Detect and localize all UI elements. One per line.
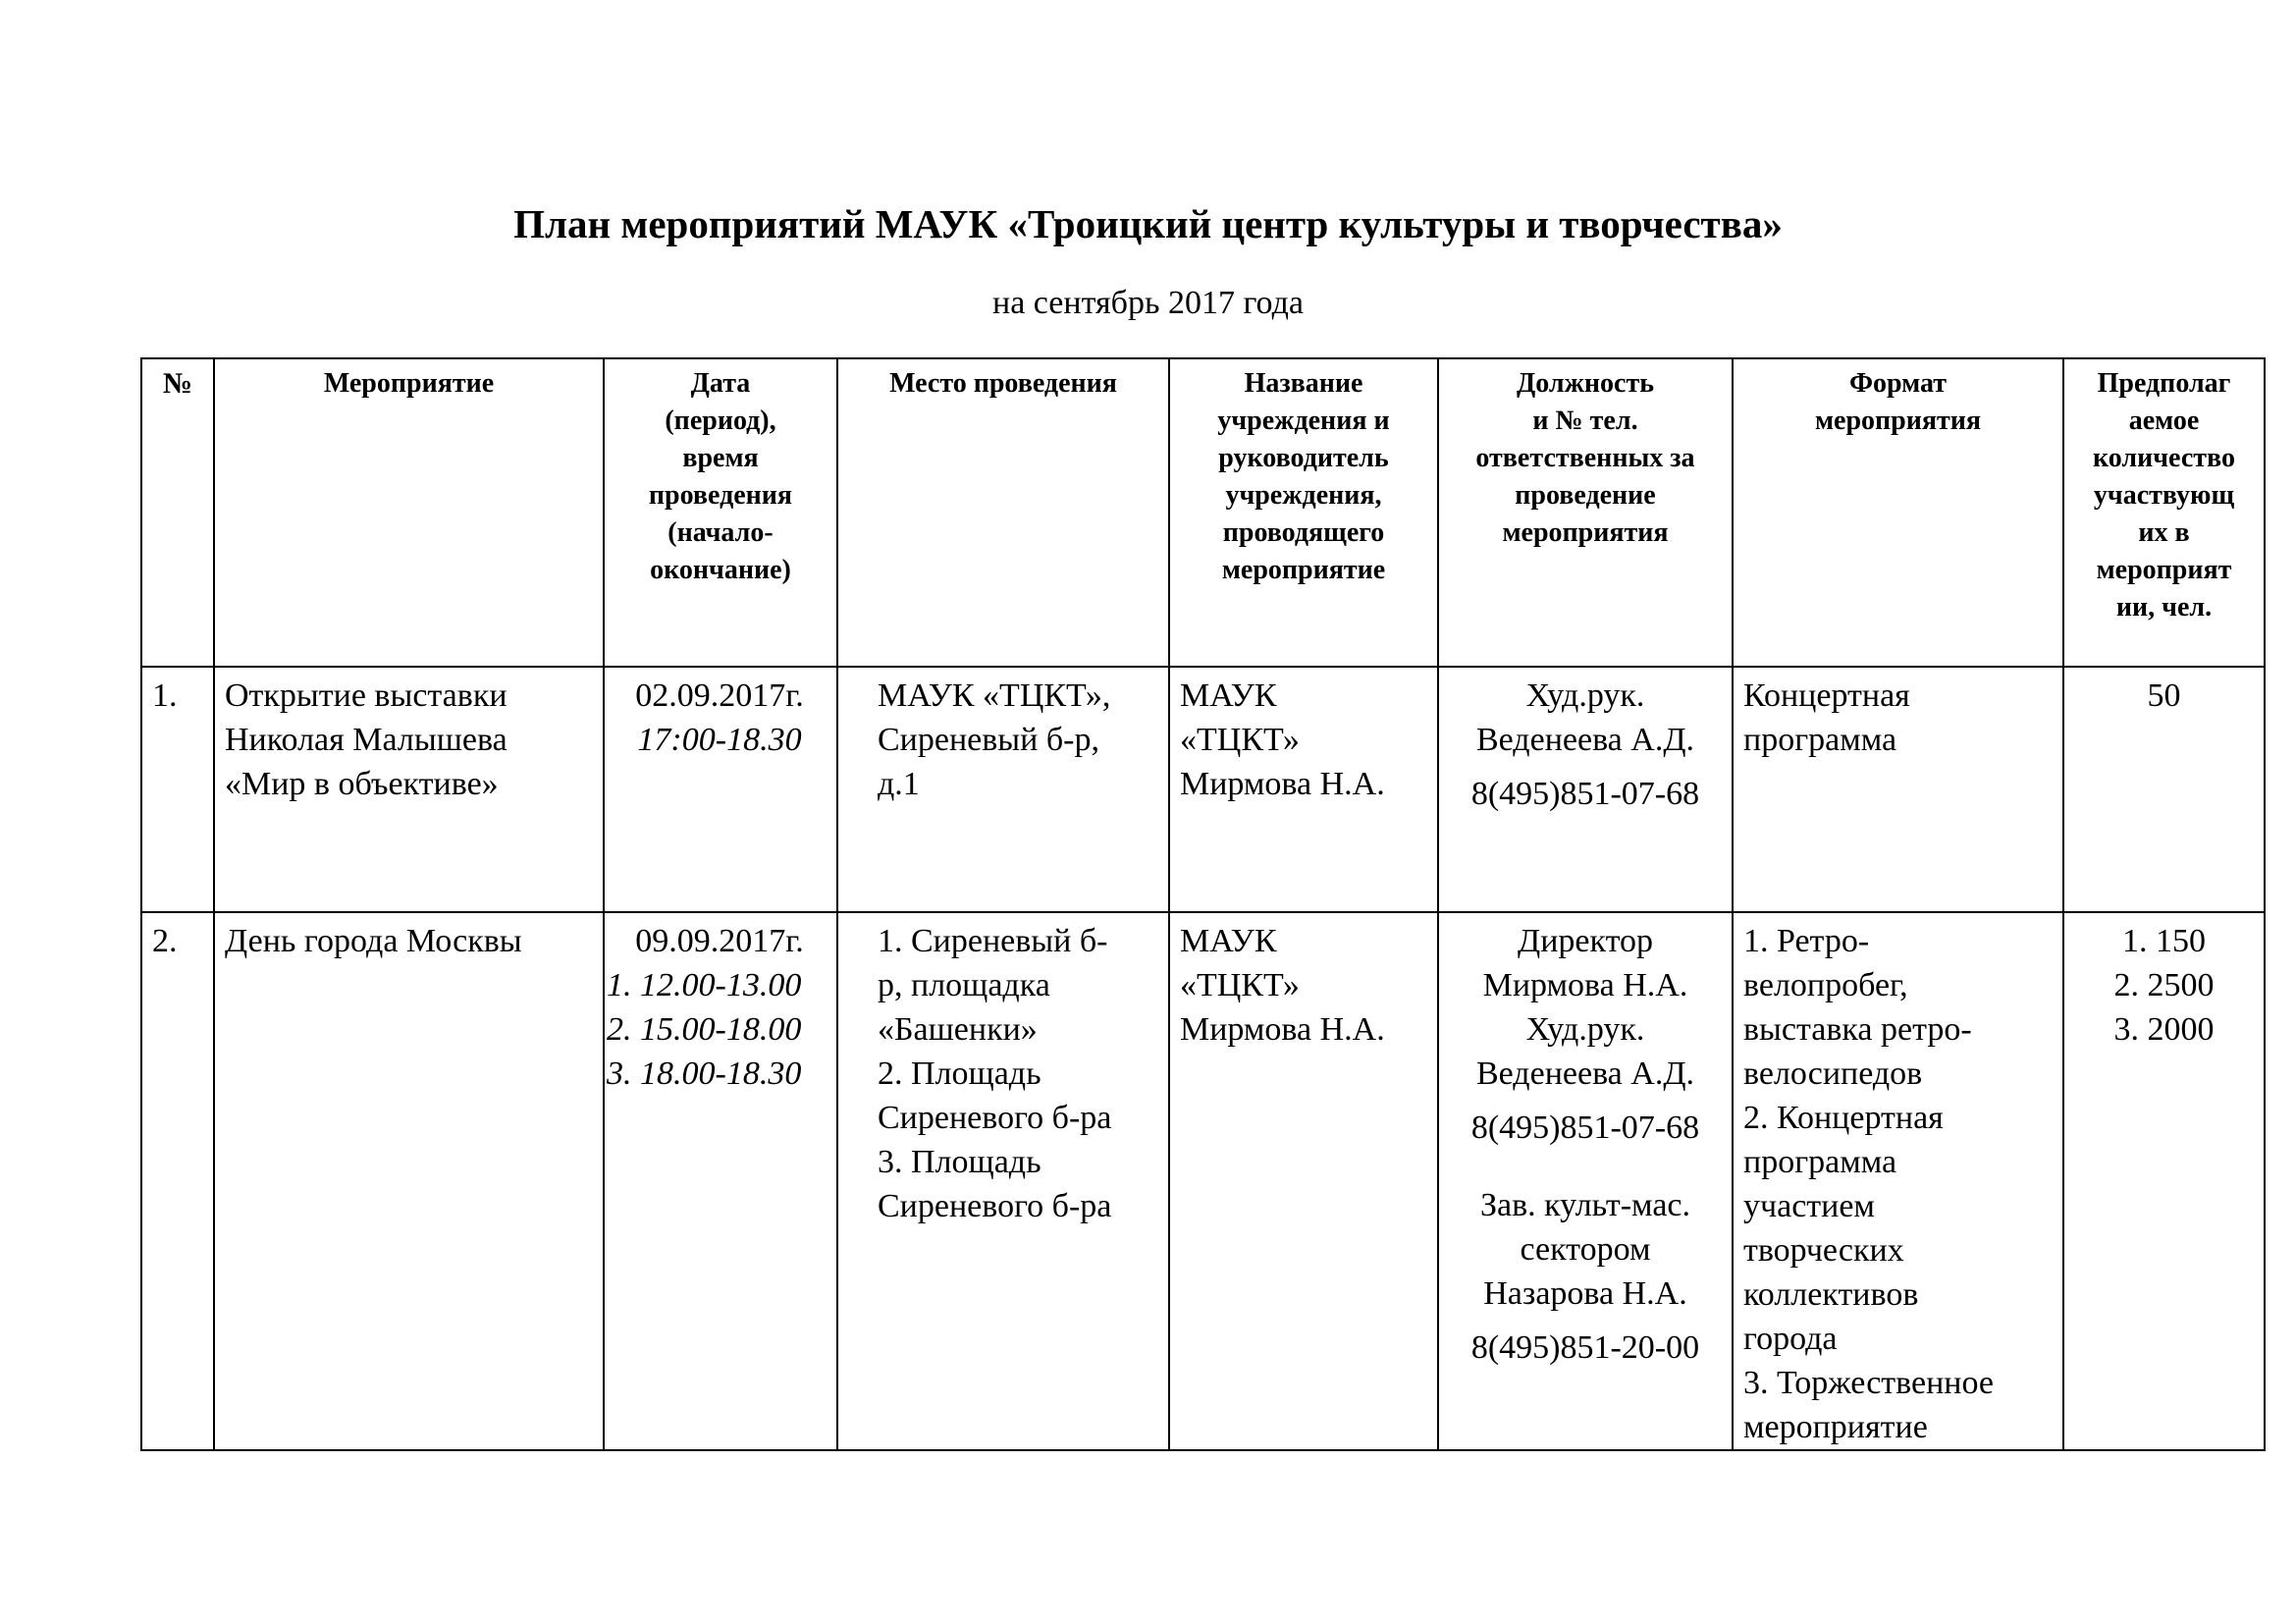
format-line: Концертная [1743, 677, 1910, 714]
org-line: МАУК [1180, 923, 1277, 959]
header-place: Место проведения [837, 358, 1169, 667]
place-line: 2. Площадь [878, 1056, 1041, 1092]
count-line: 2. 2500 [2113, 967, 2215, 1003]
responsible-line: Худ.рук. [1525, 677, 1645, 714]
event-line: Открытие выставки [225, 677, 507, 714]
format-line: велопробег, [1743, 967, 1908, 1003]
table-row [141, 667, 2265, 912]
format-line: велосипедов [1743, 1056, 1923, 1092]
header-date-line: (период), [665, 406, 776, 436]
header-organization [1169, 358, 1438, 667]
header-format-line: Формат [1848, 368, 1948, 399]
format-line: участием [1743, 1188, 1875, 1224]
header-number: № [141, 358, 214, 667]
event-time: 2. 15.00-18.00 [607, 1011, 802, 1048]
header-count-line: ии, чел. [2115, 592, 2213, 623]
table-header-row [141, 358, 2265, 667]
row-event [214, 912, 604, 1450]
org-line: «ТЦКТ» [1180, 722, 1300, 758]
place-line: «Башенки» [878, 1011, 1038, 1048]
header-count-line: Предполаг [2097, 368, 2231, 399]
format-line: мероприятие [1743, 1409, 1928, 1445]
header-org-line: мероприятие [1221, 555, 1386, 585]
responsible-phone: 8(495)851-07-68 [1470, 1110, 1700, 1146]
place-line: Сиреневый б-р, [878, 722, 1099, 758]
format-line: творческих [1743, 1232, 1904, 1269]
header-count-line: аемое [2128, 406, 2200, 436]
header-org-line: проводящего [1222, 517, 1385, 548]
place-line: Сиреневого б-ра [878, 1188, 1112, 1224]
format-line: выставка ретро- [1743, 1011, 1972, 1048]
place-line: р, площадка [878, 967, 1050, 1003]
responsible-line: Веденеева А.Д. [1475, 1056, 1695, 1092]
row-format [1733, 667, 2063, 912]
place-line: 3. Площадь [878, 1144, 1041, 1180]
header-date-line: Дата [690, 368, 751, 399]
event-time: 3. 18.00-18.30 [607, 1056, 802, 1092]
place-line: МАУК «ТЦКТ», [878, 677, 1111, 714]
header-date-line: (начало- [667, 517, 774, 548]
responsible-line: Директор [1518, 923, 1653, 959]
format-line: программа [1743, 722, 1897, 758]
event-time: 17:00-18.30 [637, 722, 802, 758]
header-org-line: руководитель [1218, 443, 1389, 473]
event-line: День города Москвы [225, 923, 522, 959]
count-line: 3. 2000 [2113, 1011, 2215, 1048]
responsible-line: Веденеева А.Д. [1475, 722, 1695, 758]
count-line: 1. 150 [2122, 923, 2206, 959]
header-format-line: мероприятия [1814, 406, 1982, 436]
row-number: 2. [141, 912, 214, 1450]
header-org-line: учреждения, [1225, 480, 1382, 511]
header-org-line: учреждения и [1217, 406, 1390, 436]
events-table [140, 357, 2266, 1451]
header-responsible-line: проведение [1515, 480, 1656, 511]
header-responsible-line: ответственных за [1475, 443, 1695, 473]
responsible-line: сектором [1520, 1231, 1651, 1268]
header-responsible-line: мероприятия [1502, 517, 1669, 548]
row-organization [1169, 912, 1438, 1450]
header-count-line: их в [2138, 517, 2190, 548]
header-responsible-line: и № тел. [1532, 406, 1638, 436]
format-line: программа [1743, 1144, 1897, 1180]
format-line: 3. Торжественное [1743, 1365, 1994, 1401]
format-line: коллективов [1743, 1276, 1919, 1313]
org-line: Мирмова Н.А. [1180, 766, 1385, 802]
row-count [2063, 667, 2265, 912]
place-line: Сиреневого б-ра [878, 1100, 1112, 1136]
event-time: 1. 12.00-13.00 [607, 967, 802, 1003]
responsible-line: Мирмова Н.А. [1482, 967, 1688, 1003]
row-place [837, 912, 1169, 1450]
row-date [604, 667, 837, 912]
place-line: 1. Сиреневый б- [878, 923, 1108, 959]
header-responsible-line: Должность [1516, 368, 1655, 399]
event-date: 02.09.2017г. [635, 677, 804, 714]
format-line: 1. Ретро- [1743, 923, 1870, 959]
row-place [837, 667, 1169, 912]
page-title: План мероприятий МАУК «Троицкий центр культуры и творчества» [513, 201, 1783, 246]
row-format [1733, 912, 2063, 1450]
header-count-line: участвующ [2093, 480, 2235, 511]
event-line: «Мир в объективе» [225, 766, 499, 802]
row-responsible [1438, 912, 1733, 1450]
responsible-line: Назарова Н.А. [1483, 1275, 1687, 1312]
header-date [604, 358, 837, 667]
org-line: «ТЦКТ» [1180, 967, 1300, 1003]
row-date [604, 912, 837, 1450]
responsible-phone: 8(495)851-07-68 [1470, 776, 1700, 812]
header-date-line: время [682, 443, 759, 473]
event-line: Николая Малышева [225, 722, 507, 758]
page-subtitle: на сентябрь 2017 года [992, 285, 1304, 321]
responsible-line: Худ.рук. [1525, 1011, 1645, 1048]
header-count [2063, 358, 2265, 667]
row-responsible [1438, 667, 1733, 912]
header-count-line: мероприят [2096, 555, 2232, 585]
org-line: Мирмова Н.А. [1180, 1011, 1385, 1048]
format-line: 2. Концертная [1743, 1100, 1944, 1136]
org-line: МАУК [1180, 677, 1277, 714]
row-organization [1169, 667, 1438, 912]
format-line: города [1743, 1321, 1838, 1357]
place-line: д.1 [878, 766, 920, 802]
table-row [141, 912, 2265, 1450]
row-event [214, 667, 604, 912]
count-line: 50 [2147, 677, 2181, 714]
header-responsible [1438, 358, 1733, 667]
responsible-line: Зав. культ-мас. [1479, 1187, 1691, 1223]
header-date-line: проведения [648, 480, 793, 511]
header-org-line: Название [1244, 368, 1363, 399]
row-number: 1. [141, 667, 214, 912]
header-format [1733, 358, 2063, 667]
event-date: 09.09.2017г. [635, 923, 804, 959]
header-event: Мероприятие [214, 358, 604, 667]
responsible-phone: 8(495)851-20-00 [1470, 1329, 1700, 1366]
header-date-line: окончание) [650, 555, 791, 585]
header-count-line: количество [2093, 443, 2235, 473]
row-count [2063, 912, 2265, 1450]
